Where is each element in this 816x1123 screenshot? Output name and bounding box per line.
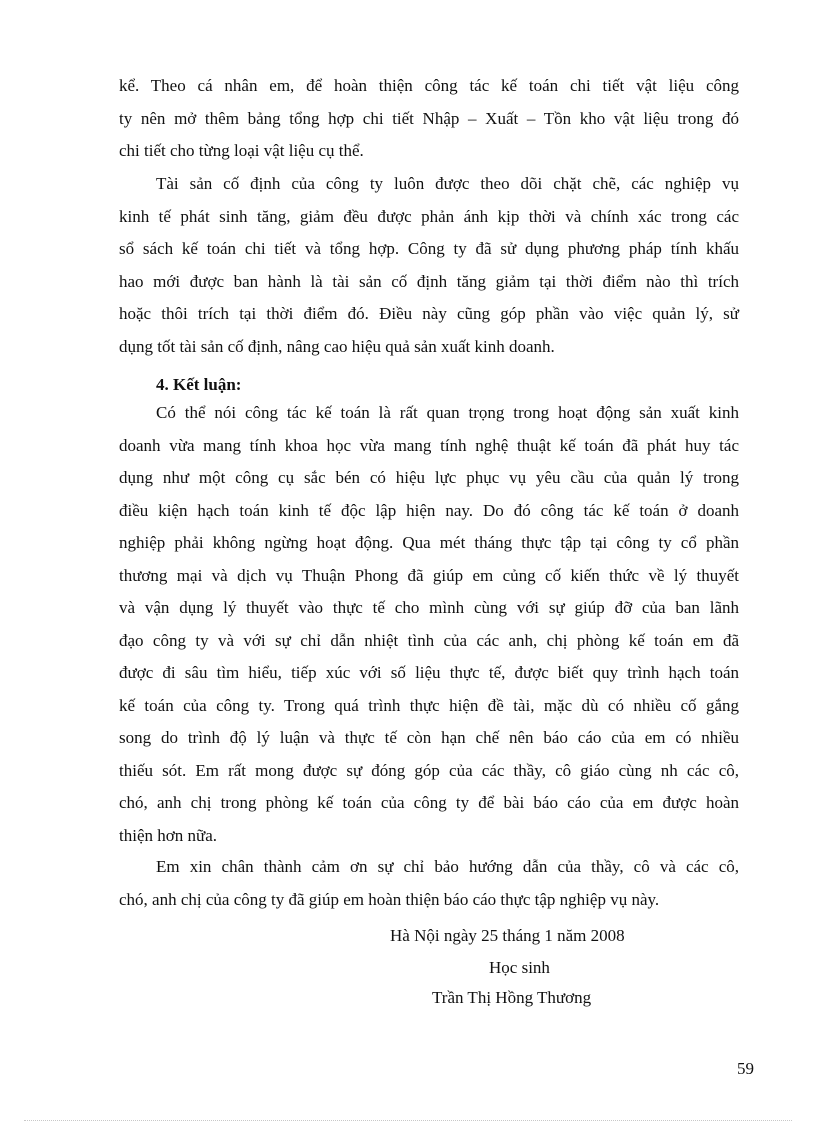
signature-role: Học sinh (489, 958, 550, 977)
section-heading-conclusion: 4. Kết luận: (156, 375, 242, 394)
text-line: dụng như một công cụ sắc bén có hiệu lực phục vụ yêu cầu của quản lý trong (119, 468, 739, 487)
text-line: kể. Theo cá nhân em, để hoàn thiện công tác kế toán chi tiết vật liệu công (119, 76, 739, 95)
text-line: chó, anh chị trong phòng kế toán của công ty để bài báo cáo của em được hoàn (119, 793, 739, 812)
signature-date: Hà Nội ngày 25 tháng 1 năm 2008 (390, 926, 625, 945)
text-line: Tài sản cố định của công ty luôn được theo dõi chặt chẽ, các nghiệp vụ (156, 174, 739, 193)
text-line: hoặc thôi trích tại thời điểm đó. Điều này cũng góp phần vào việc quản lý, sử (119, 304, 739, 323)
signature-name: Trần Thị Hồng Thương (432, 988, 592, 1007)
paragraph-fixed-assets (119, 168, 739, 363)
text-line: kinh tế phát sinh tăng, giảm đều được phản ánh kịp thời và chính xác trong các (119, 206, 739, 226)
text-line: được đi sâu tìm hiểu, tiếp xúc với số liệu thực tế, được biết quy trình hạch toán (119, 663, 739, 682)
paragraph-material-accounting (119, 70, 739, 168)
text-line: thiếu sót. Em rất mong được sự đóng góp của các thầy, cô giáo cùng nh các cô, (119, 760, 739, 780)
text-line: song do trình độ lý luận và thực tế còn hạn chế nên báo cáo của em có nhiều (119, 728, 739, 747)
text-line: chó, anh chị của công ty đã giúp em hoàn thiện báo cáo thực tập nghiệp vụ này. (119, 889, 660, 909)
text-line: đạo công ty và với sự chỉ dẫn nhiệt tình của các anh, chị phòng kế toán em đã (119, 630, 739, 650)
page-number: 59 (737, 1059, 754, 1078)
footer-divider (24, 1120, 792, 1121)
text-line: chi tiết cho từng loại vật liệu cụ thể. (119, 141, 364, 160)
text-line: ty nên mở thêm bảng tổng hợp chi tiết Nhập – Xuất – Tồn kho vật liệu trong đó (119, 108, 739, 128)
text-line: kế toán của công ty. Trong quá trình thực hiện đề tài, mặc dù có nhiều cố gắng (119, 695, 739, 715)
text-line: và vận dụng lý thuyết vào thực tế cho mình cùng với sự giúp đỡ của ban lãnh (119, 598, 739, 617)
text-line: Có thể nói công tác kế toán là rất quan trọng trong hoạt động sản xuất kinh (156, 403, 739, 422)
text-line: sổ sách kế toán chi tiết và tổng hợp. Công ty đã sử dụng phương pháp tính khấu (119, 239, 739, 258)
text-line: điều kiện hạch toán kinh tế độc lập hiện nay. Do đó công tác kế toán ở doanh (119, 500, 739, 520)
text-line: dụng tốt tài sản cố định, nâng cao hiệu quả sản xuất kinh doanh. (119, 336, 555, 356)
paragraph-conclusion (119, 397, 739, 852)
text-line: doanh vừa mang tính khoa học vừa mang tính nghệ thuật kế toán đã phát huy tác (119, 435, 739, 455)
paragraph-thanks (119, 851, 739, 916)
text-line: hao mới được ban hành là tài sản cố định tăng giảm tại thời điểm nào thì trích (119, 271, 739, 291)
text-line: nghiệp phải không ngừng hoạt động. Qua mét tháng thực tập tại công ty cổ phần (119, 533, 739, 552)
text-line: thương mại và dịch vụ Thuận Phong đã giúp em củng cố kiến thức về lý thuyết (119, 565, 739, 585)
text-line: Em xin chân thành cảm ơn sự chỉ bảo hướng dẫn của thầy, cô và các cô, (156, 857, 739, 876)
text-line: thiện hơn nữa. (119, 825, 217, 845)
